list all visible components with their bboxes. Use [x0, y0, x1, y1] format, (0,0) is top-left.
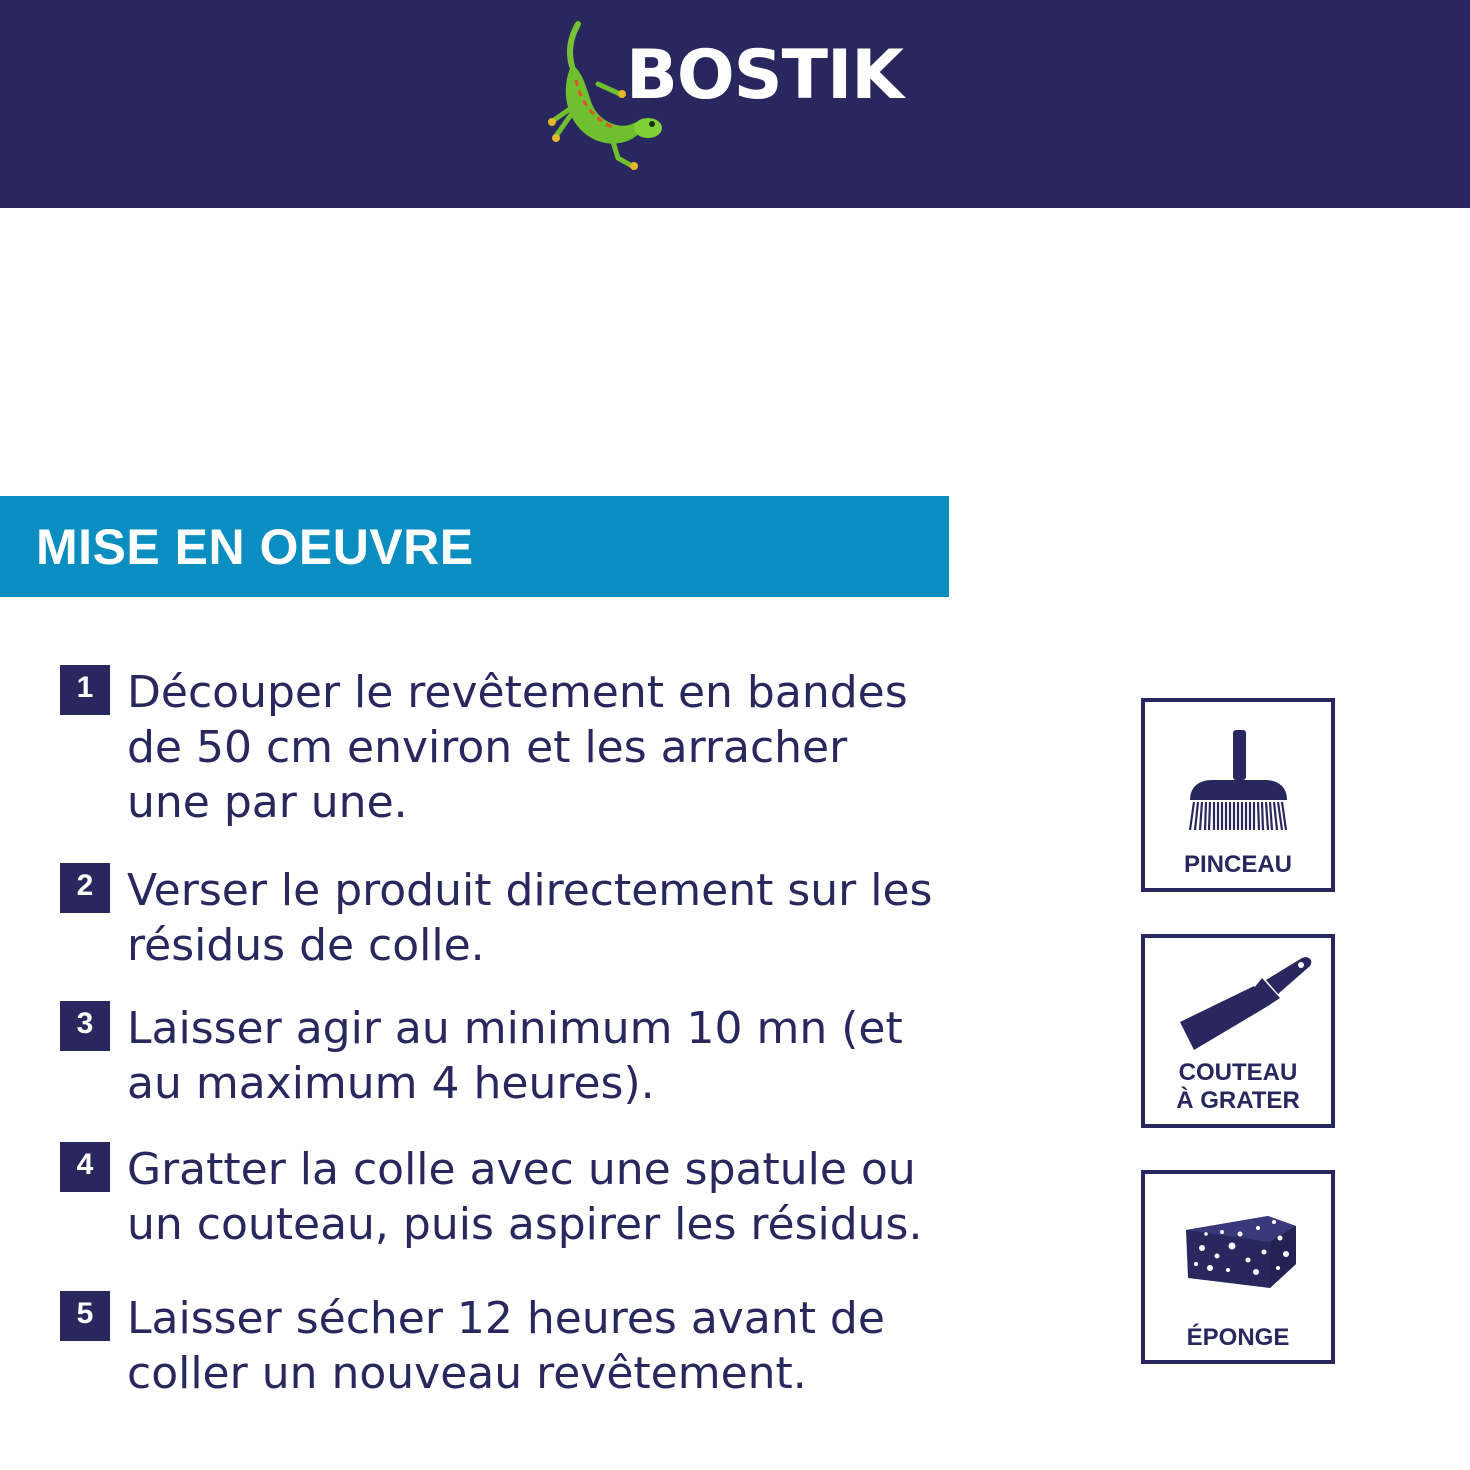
tool-card-eponge [1141, 1170, 1335, 1364]
step-number-badge: 1 [60, 665, 110, 715]
header-bar [0, 0, 1470, 208]
brand-logo-text: BOSTIK [626, 36, 903, 115]
step-number-badge: 4 [60, 1142, 110, 1192]
section-title: MISE EN OEUVRE [36, 519, 474, 575]
step-number-badge: 3 [60, 1001, 110, 1051]
step-text: Découper le revêtement en bandes de 50 cm environ et les arracher une par une. [127, 667, 908, 828]
step-text: Gratter la colle avec une spatule ou un couteau, puis aspirer les résidus. [127, 1144, 923, 1250]
tool-label: ÉPONGE [1186, 1324, 1290, 1351]
tool-card-pinceau [1141, 698, 1335, 892]
sponge-icon [1162, 1208, 1315, 1294]
brush-icon [1162, 730, 1315, 838]
step-text: Laisser agir au minimum 10 mn (et au maximum 4 heures). [127, 1003, 903, 1109]
step-number-badge: 5 [60, 1291, 110, 1341]
step-number-badge: 2 [60, 863, 110, 913]
step-text: Laisser sécher 12 heures avant de coller un nouveau revêtement. [127, 1293, 885, 1399]
tool-card-couteau [1141, 934, 1335, 1128]
step-text: Verser le produit directement sur les résidus de colle. [127, 865, 933, 971]
tool-label: COUTEAU À GRATER [1176, 1059, 1300, 1114]
section-banner [0, 496, 949, 597]
tool-label: PINCEAU [1183, 851, 1292, 878]
scraper-knife-icon [1162, 954, 1315, 1056]
